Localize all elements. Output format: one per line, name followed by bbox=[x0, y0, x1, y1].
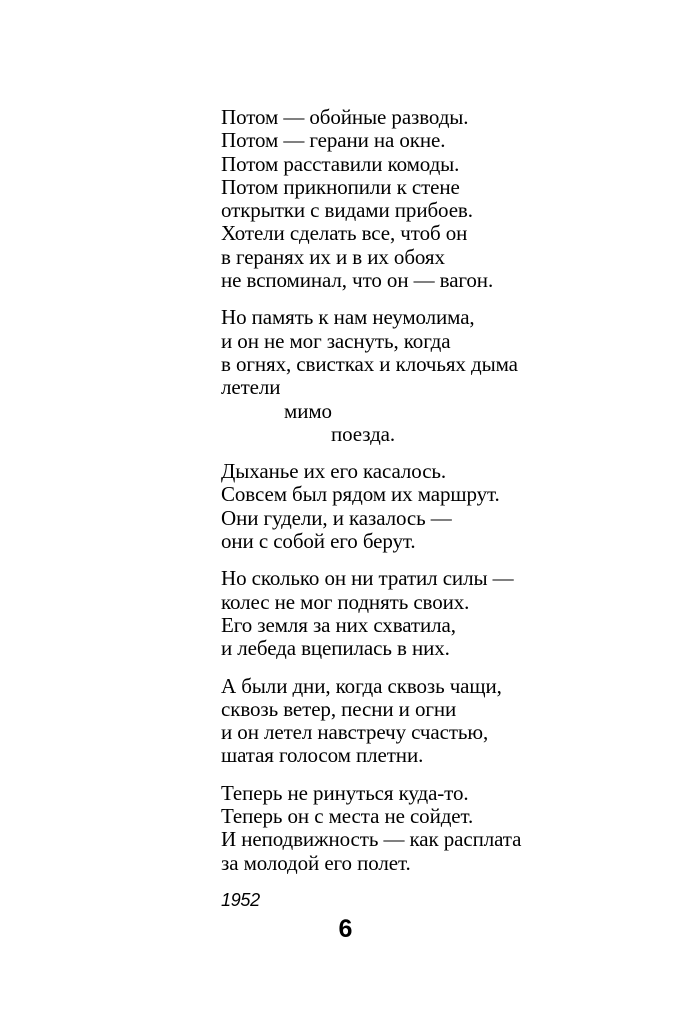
poem-line: в геранях их и в их обоях bbox=[221, 244, 445, 269]
poem-line: Теперь он с места не сойдет. bbox=[221, 804, 474, 829]
poem-line: Теперь не ринуться куда-то. bbox=[221, 780, 469, 805]
stanza-5 bbox=[221, 675, 661, 768]
poem-line: и лебеда вцепилась в них. bbox=[221, 636, 450, 661]
poem-line: Но память к нам неумолима, bbox=[221, 305, 475, 330]
poem-line: И неподвижность — как расплата bbox=[221, 827, 522, 852]
poem-date: 1952 bbox=[221, 889, 260, 910]
stanza-1 bbox=[221, 106, 661, 292]
poem-line: Но сколько он ни тратил силы — bbox=[221, 566, 514, 591]
poem-line: Совсем был рядом их маршрут. bbox=[221, 482, 500, 507]
poem-line: Потом расставили комоды. bbox=[221, 151, 460, 176]
poem-line: и он не мог заснуть, когда bbox=[221, 328, 451, 353]
stanza-3 bbox=[221, 460, 661, 553]
poem-line-stepped: мимо bbox=[284, 398, 332, 423]
poem-line: шатая голосом плетни. bbox=[221, 743, 424, 768]
stanza-4 bbox=[221, 567, 661, 660]
poem-line: Его земля за них схватила, bbox=[221, 612, 456, 637]
poem-line: и он летел навстречу счастью, bbox=[221, 720, 489, 745]
poem-line: Потом — герани на окне. bbox=[221, 128, 446, 153]
poem-line-stepped: поезда. bbox=[331, 421, 396, 446]
poem-line: Потом — обойные разводы. bbox=[221, 105, 469, 129]
poem-line: они с собой его берут. bbox=[221, 529, 416, 554]
poem-line: за молодой его полет. bbox=[221, 850, 411, 875]
poem-line: в огнях, свистках и клочьях дыма bbox=[221, 351, 518, 376]
poem-line: Хотели сделать все, чтоб он bbox=[221, 221, 468, 246]
poem-line: открытки с видами прибоев. bbox=[221, 198, 473, 223]
poem bbox=[221, 106, 661, 911]
poem-line: Они гудели, и казалось — bbox=[221, 505, 452, 530]
stanza-6 bbox=[221, 782, 661, 875]
poem-line: сквозь ветер, песни и огни bbox=[221, 696, 457, 721]
stanza-2 bbox=[221, 306, 661, 446]
poem-line: колес не мог поднять своих. bbox=[221, 589, 470, 614]
poem-line: Потом прикнопили к стене bbox=[221, 174, 460, 199]
poem-line: не вспоминал, что он — вагон. bbox=[221, 268, 494, 293]
poem-line: летели bbox=[221, 375, 281, 400]
page-number: 6 bbox=[338, 915, 353, 943]
poem-line: А были дни, когда сквозь чащи, bbox=[221, 673, 502, 698]
poem-line: Дыханье их его касалось. bbox=[221, 459, 447, 484]
